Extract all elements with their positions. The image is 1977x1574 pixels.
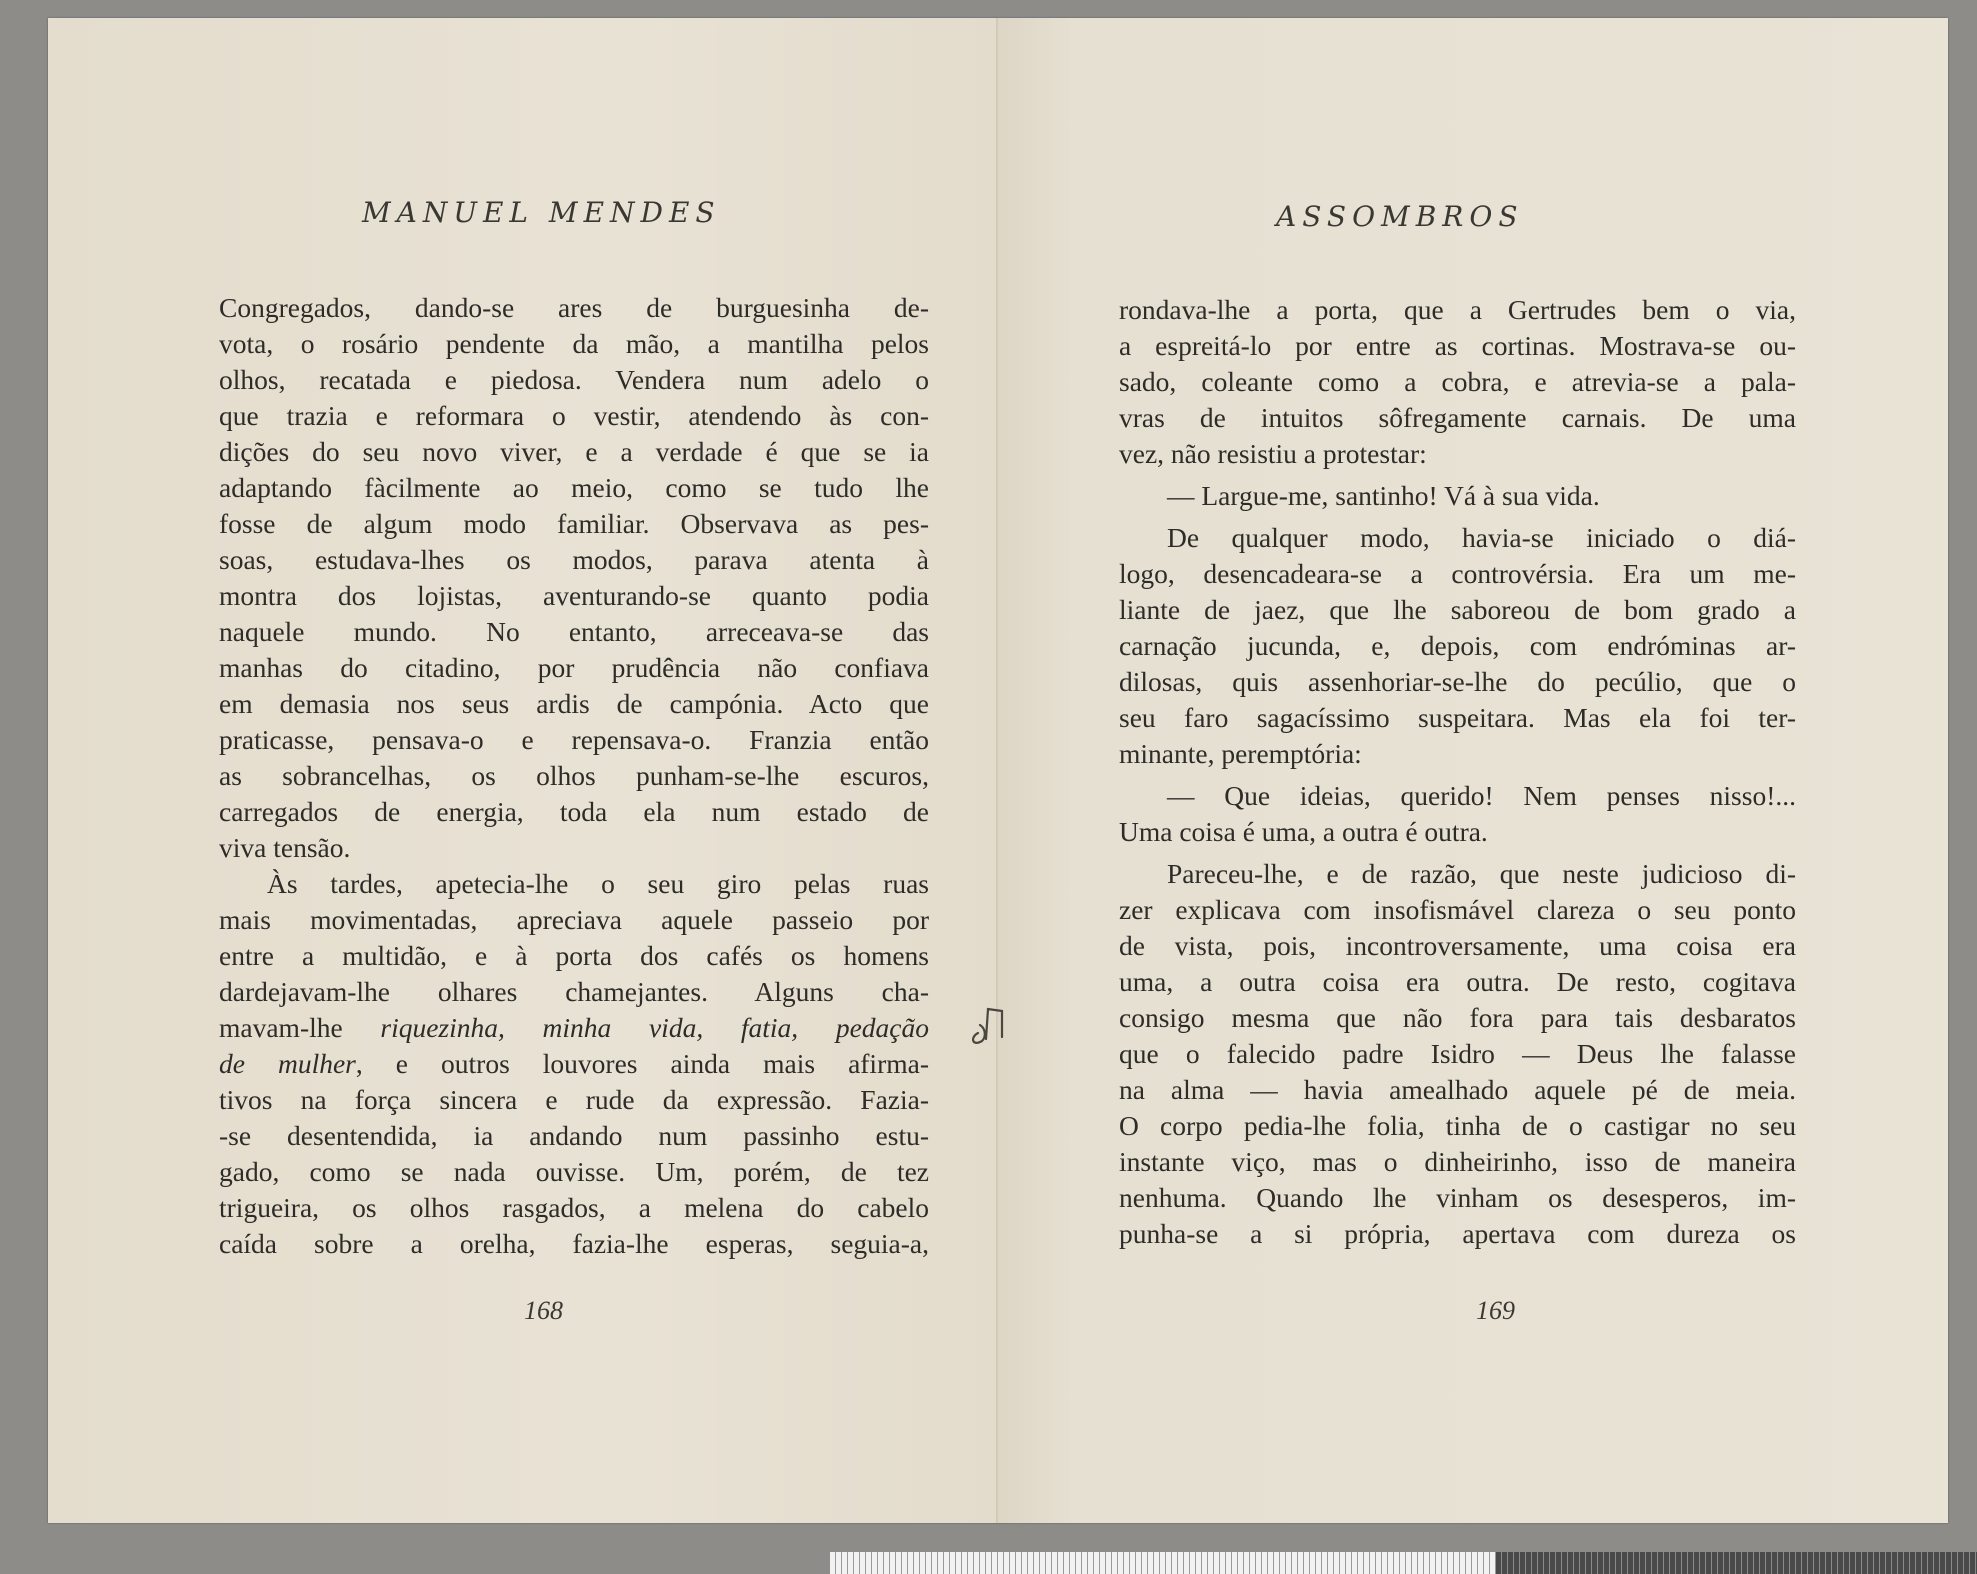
text-line: uma, a outra coisa era outra. De resto, cogitava (1119, 966, 1796, 997)
text-line: consigo mesma que não fora para tais desbaratos (1119, 1002, 1796, 1033)
scan-calibration-ruler-dark (1496, 1552, 1977, 1574)
text-line: seu faro sagacíssimo suspeitara. Mas ela foi ter- (1119, 702, 1796, 733)
text-line: que trazia e reformara o vestir, atendendo às con- (219, 400, 929, 431)
text-line: que o falecido padre Isidro — Deus lhe falasse (1119, 1038, 1796, 1069)
text-line: O corpo pedia-lhe folia, tinha de o castigar no seu (1119, 1110, 1796, 1141)
text-line: viva tensão. (219, 832, 351, 863)
text-line: caída sobre a orelha, fazia-lhe esperas, seguia-a, (219, 1228, 929, 1259)
text-line: entre a multidão, e à porta dos cafés os homens (219, 940, 929, 971)
text-line: manhas do citadino, por prudência não confiava (219, 652, 929, 683)
text-fragment: , e outros louvores ainda mais afirma- (355, 1048, 929, 1079)
text-line: logo, desencadeara-se a controvérsia. Era um me- (1119, 558, 1796, 589)
text-line: na alma — havia amealhado aquele pé de meia. (1119, 1074, 1796, 1105)
right-page-text (1119, 292, 1796, 1252)
text-line: instante viço, mas o dinheirinho, isso de maneira (1119, 1146, 1796, 1177)
text-line: De qualquer modo, havia-se iniciado o diá- (1167, 522, 1796, 553)
text-line: de vista, pois, incontroversamente, uma coisa era (1119, 930, 1796, 961)
text-line: minante, peremptória: (1119, 738, 1362, 769)
text-line: gado, como se nada ouvisse. Um, porém, de tez (219, 1156, 929, 1187)
left-page-number: 168 (524, 1296, 563, 1325)
text-line: Às tardes, apetecia-lhe o seu giro pelas ruas (267, 868, 929, 899)
text-line: nenhuma. Quando lhe vinham os desesperos, im- (1119, 1182, 1796, 1213)
text-line: mais movimentadas, apreciava aquele passeio por (219, 904, 929, 935)
text-line: soas, estudava-lhes os modos, parava atenta à (219, 544, 929, 575)
text-line: montra dos lojistas, aventurando-se quanto podia (219, 580, 929, 611)
handwritten-mark-icon (968, 1003, 1012, 1047)
right-running-head: ASSOMBROS (1276, 200, 1524, 233)
italic-fragment: de mulher (219, 1048, 356, 1079)
text-line: rondava-lhe a porta, que a Gertrudes bem o via, (1119, 294, 1796, 325)
text-line: em demasia nos seus ardis de campónia. Acto que (219, 688, 929, 719)
text-line: dições do seu novo viver, e a verdade é que se ia (219, 436, 929, 467)
right-page-number: 169 (1476, 1296, 1515, 1325)
text-line: zer explicava com insofismável clareza o seu ponto (1119, 894, 1796, 925)
right-page (998, 18, 1948, 1523)
dialogue-line: — Largue-me, santinho! Vá à sua vida. (1167, 480, 1600, 511)
dialogue-line: — Que ideias, querido! Nem penses nisso!... (1167, 780, 1796, 811)
text-line: vras de intuitos sôfregamente carnais. De uma (1119, 402, 1796, 433)
text-line: dardejavam-lhe olhares chamejantes. Alguns cha- (219, 976, 929, 1007)
text-line: Congregados, dando-se ares de burguesinha de- (219, 292, 929, 323)
text-line: naquele mundo. No entanto, arreceava-se das (219, 616, 929, 647)
text-line: as sobrancelhas, os olhos punham-se-lhe escuros, (219, 760, 929, 791)
text-line: -se desentendida, ia andando num passinho estu- (219, 1120, 929, 1151)
text-line: adaptando fàcilmente ao meio, como se tudo lhe (219, 472, 929, 503)
dialogue-line: Uma coisa é uma, a outra é outra. (1119, 816, 1488, 847)
text-line: punha-se a si própria, apertava com dureza os (1119, 1218, 1796, 1249)
text-line-italic (219, 1046, 929, 1082)
left-page (48, 18, 998, 1523)
text-line: Pareceu-lhe, e de razão, que neste judicioso di- (1167, 858, 1796, 889)
italic-fragment: riquezinha, minha vida, fatia, pedação (380, 1012, 929, 1043)
text-line: dilosas, quis assenhoriar-se-lhe do pecúlio, que o (1119, 666, 1796, 697)
left-page-text (219, 290, 929, 1262)
text-line: vez, não resistiu a protestar: (1119, 438, 1427, 469)
text-line: fosse de algum modo familiar. Observava as pes- (219, 508, 929, 539)
text-line: sado, coleante como a cobra, e atrevia-se a pala- (1119, 366, 1796, 397)
text-line: liante de jaez, que lhe saboreou de bom grado a (1119, 594, 1796, 625)
open-book (48, 18, 1948, 1523)
text-line: carregados de energia, toda ela num estado de (219, 796, 929, 827)
text-line-italic (219, 1010, 929, 1046)
text-line: trigueira, os olhos rasgados, a melena do cabelo (219, 1192, 929, 1223)
text-line: vota, o rosário pendente da mão, a mantilha pelos (219, 328, 929, 359)
text-line: praticasse, pensava-o e repensava-o. Franzia então (219, 724, 929, 755)
text-line: tivos na força sincera e rude da expressão. Fazia- (219, 1084, 929, 1115)
left-running-head: MANUEL MENDES (362, 196, 721, 229)
text-fragment: mavam-lhe (219, 1012, 381, 1043)
text-line: carnação jucunda, e, depois, com endróminas ar- (1119, 630, 1796, 661)
text-line: olhos, recatada e piedosa. Vendera num adelo o (219, 364, 929, 395)
text-line: a espreitá-lo por entre as cortinas. Mostrava-se ou- (1119, 330, 1796, 361)
handwritten-mark (968, 1003, 1012, 1056)
